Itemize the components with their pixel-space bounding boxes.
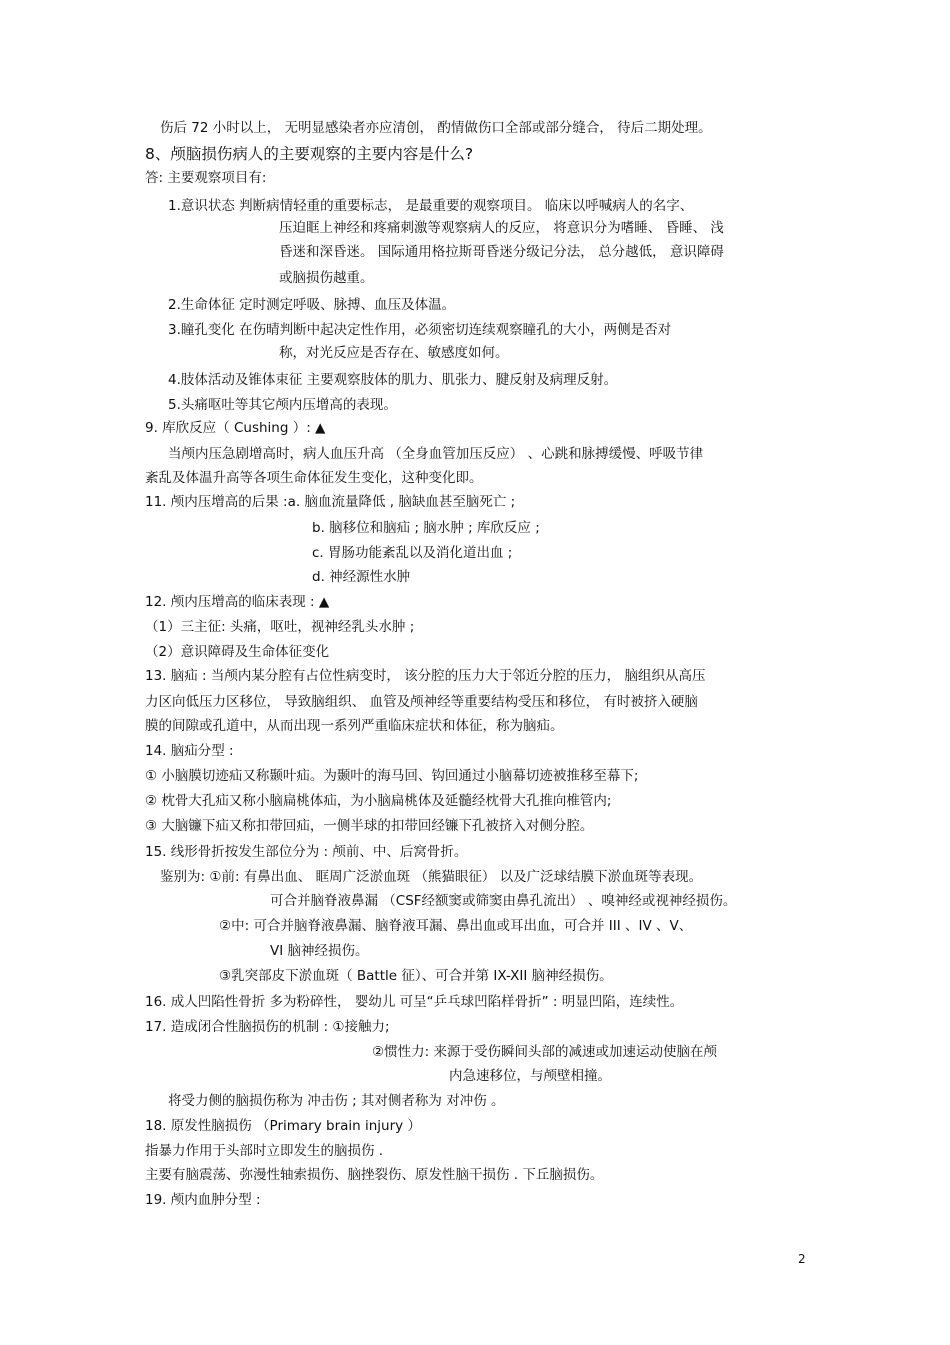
- text-line: ②惯性力: 来源于受伤瞬间头部的减速或加速运动使脑在颅: [372, 1044, 717, 1060]
- text-line: ③ 大脑镰下疝又称扣带回疝，一侧半球的扣带回经镰下孔被挤入对侧分腔。: [145, 818, 594, 834]
- text-line: b. 脑移位和脑疝 ; 脑水肿 ; 库欣反应 ;: [312, 520, 540, 536]
- text-line: 14. 脑疝分型 :: [145, 743, 234, 759]
- text-line: 1.意识状态 判断病情轻重的重要标志， 是最重要的观察项目。 临床以呼喊病人的名字、: [168, 198, 694, 214]
- text-line: （2）意识障碍及生命体征变化: [145, 644, 330, 660]
- text-line: 5.头痛呕吐等其它颅内压增高的表现。: [168, 397, 397, 413]
- text-line: 当颅内压急剧增高时，病人血压升高 （全身血管加压反应） 、心跳和脉搏缓慢、呼吸节律: [168, 446, 704, 462]
- text-line: 伤后 72 小时以上， 无明显感染者亦应清创， 酌情做伤口全部或部分缝合， 待后二期处理。: [160, 120, 712, 136]
- text-line: ②中: 可合并脑脊液鼻漏、脑脊液耳漏、鼻出血或耳出血，可合并 III 、IV 、V、: [219, 918, 693, 934]
- text-line: 15. 线形骨折按发生部位分为 : 颅前、中、后窝骨折。: [145, 844, 468, 860]
- text-line: 膜的间隙或孔道中，从而出现一系列严重临床症状和体征，称为脑疝。: [145, 718, 564, 734]
- text-line: 17. 造成闭合性脑损伤的机制 : ①接触力;: [145, 1019, 390, 1035]
- text-line: ② 枕骨大孔疝又称小脑扁桃体疝，为小脑扁桃体及延髓经枕骨大孔推向椎管内;: [145, 793, 612, 809]
- text-line: c. 胃肠功能紊乱以及消化道出血 ;: [312, 545, 513, 561]
- text-line: ① 小脑膜切迹疝又称颞叶疝。为颞叶的海马回、钩回通过小脑幕切迹被推移至幕下;: [145, 768, 639, 784]
- text-line: 16. 成人凹陷性骨折 多为粉碎性， 婴幼儿 可呈“乒乓球凹陷样骨折” : 明显凹陷，连续性。: [145, 994, 684, 1010]
- text-line: 18. 原发性脑损伤 （Primary brain injury ）: [145, 1118, 421, 1134]
- text-line: 或脑损伤越重。: [279, 270, 374, 286]
- page-number: 2: [798, 1252, 806, 1266]
- text-line: 可合并脑脊液鼻漏 （CSF经额窦或筛窦由鼻孔流出） 、嗅神经或视神经损伤。: [270, 893, 737, 909]
- text-line: 4.肢体活动及锥体束征 主要观察肢体的肌力、肌张力、腱反射及病理反射。: [168, 372, 618, 388]
- text-line: 11. 颅内压增高的后果 :a. 脑血流量降低 , 脑缺血甚至脑死亡 ;: [145, 494, 516, 510]
- text-line: 鉴别为: ①前: 有鼻出血、 眶周广泛淤血斑 （熊猫眼征） 以及广泛球结膜下淤血斑等表现。: [160, 869, 703, 885]
- text-line: 昏迷和深昏迷。 国际通用格拉斯哥昏迷分级记分法， 总分越低， 意识障碍: [279, 244, 724, 260]
- text-line: VI 脑神经损伤。: [270, 943, 369, 959]
- text-line: d. 神经源性水肿: [312, 569, 411, 585]
- text-line: 主要有脑震荡、弥漫性轴索损伤、脑挫裂伤、原发性脑干损伤 . 下丘脑损伤。: [145, 1167, 604, 1183]
- text-line: 2.生命体征 定时测定呼吸、脉搏、血压及体温。: [168, 297, 456, 313]
- text-line: 12. 颅内压增高的临床表现 : ▲: [145, 594, 330, 610]
- text-line: 13. 脑疝 : 当颅内某分腔有占位性病变时， 该分腔的压力大于邻近分腔的压力， 脑组织从高压: [145, 668, 706, 684]
- text-line: 19. 颅内血肿分型 :: [145, 1192, 261, 1208]
- text-line: 压迫眶上神经和疼痛刺激等观察病人的反应， 将意识分为嗜睡、 昏睡、 浅: [279, 220, 724, 236]
- text-line: 称，对光反应是否存在、敏感度如何。: [279, 345, 509, 361]
- text-line: 内急速移位，与颅壁相撞。: [449, 1068, 611, 1084]
- text-line: ③乳突部皮下淤血斑（ Battle 征）、可合并第 IX-XII 脑神经损伤。: [219, 968, 613, 984]
- text-line: 力区向低压力区移位， 导致脑组织、 血管及颅神经等重要结构受压和移位， 有时被挤入硬脑: [145, 694, 698, 710]
- text-line: 指暴力作用于头部时立即发生的脑损伤 .: [145, 1143, 384, 1159]
- text-line: 紊乱及体温升高等各项生命体征发生变化，这种变化即。: [145, 470, 483, 486]
- text-line: 3.瞳孔变化 在伤晴判断中起决定性作用，必须密切连续观察瞳孔的大小，两侧是否对: [168, 322, 672, 338]
- question-heading: 8、颅脑损伤病人的主要观察的主要内容是什么?: [145, 145, 474, 163]
- text-line: 9. 库欣反应（ Cushing ）: ▲: [145, 420, 326, 436]
- text-line: 答: 主要观察项目有:: [145, 170, 267, 186]
- text-line: 将受力侧的脑损伤称为 冲击伤 ; 其对侧者称为 对冲伤 。: [168, 1093, 505, 1109]
- text-line: （1）三主征: 头痛，呕吐，视神经乳头水肿 ;: [145, 619, 415, 635]
